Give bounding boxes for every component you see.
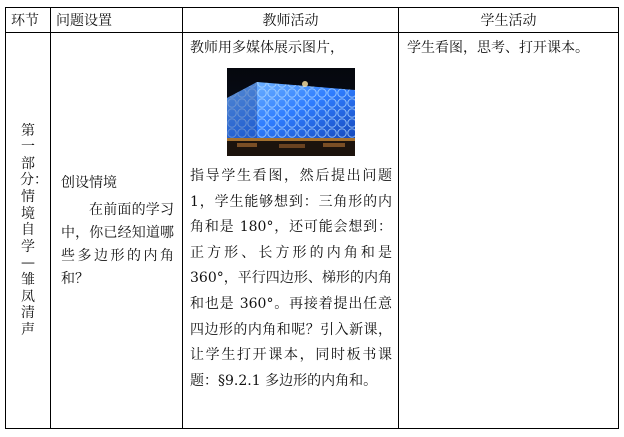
header-stage: 环节: [6, 8, 51, 33]
header-student-activity: 学生活动: [399, 8, 619, 33]
student-activity-text: 学生看图，思考、打开课本。: [407, 40, 589, 56]
teacher-activity-cell: [183, 33, 399, 429]
header-question: 问题设置: [51, 8, 183, 33]
lesson-plan-table: [5, 7, 619, 429]
stage-cell: [6, 33, 51, 429]
header-teacher-activity: 教师活动: [183, 8, 399, 33]
header-row: [6, 8, 619, 33]
table-row: [6, 33, 619, 429]
water-cube-building-photo-icon: [227, 68, 355, 156]
question-title: 创设情境: [61, 174, 117, 191]
question-body: 在前面的学习中，你已经知道哪些多边形的内角和？: [61, 201, 174, 287]
stage-label: 第一部分：情境自学—雏凤清声: [20, 122, 48, 338]
student-activity-cell: [399, 33, 619, 429]
water-cube-photo: [227, 68, 355, 156]
teacher-body-text: 指导学生看图，然后提出问题1，学生能够想到：三角形的内角和是 180°，还可能会想到：正方形、长方形的内角和是 360°，平行四边形、梯形的内角和也是 360°。再接着提出任意四边形的内角和呢？引入新课，让学生打开课本，同时板书课题：§9.2.1 多边形的内角和。: [190, 168, 392, 389]
question-cell: [51, 33, 183, 429]
teacher-intro-text: 教师用多媒体展示图片，: [190, 40, 344, 56]
